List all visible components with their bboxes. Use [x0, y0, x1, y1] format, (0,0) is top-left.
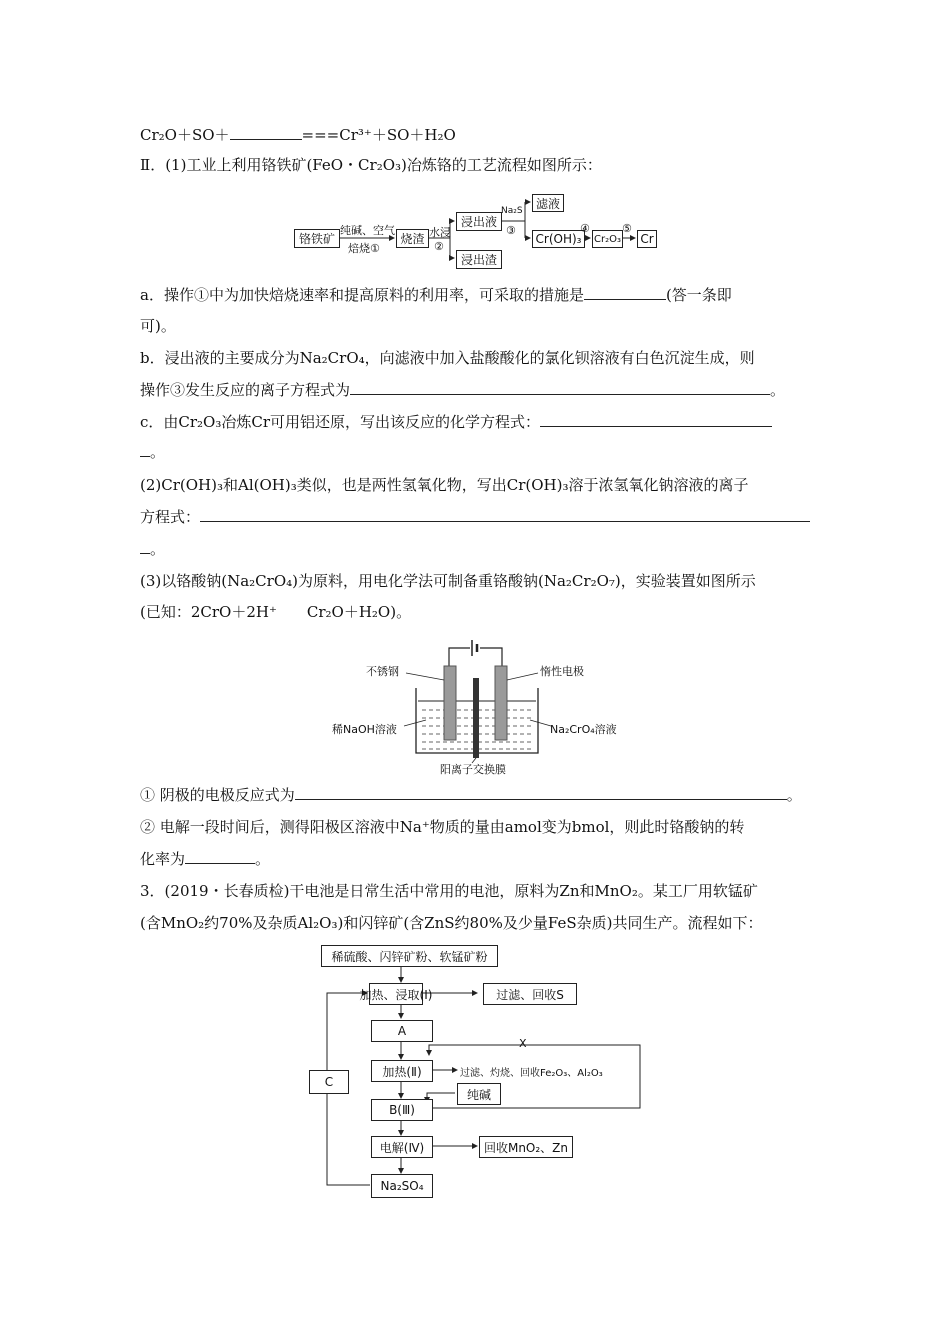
label-recover-fe2o3-al2o3: 过滤、灼烧、回收Fe₂O₃、Al₂O₃ [460, 1068, 603, 1079]
period: 。 [770, 381, 786, 399]
answer-blank-b[interactable] [350, 380, 770, 395]
question-2-line2 [140, 507, 810, 527]
label-step4: ④ [580, 222, 590, 235]
label-stainless-steel: 不锈钢 [366, 665, 399, 678]
question-a-text: a．操作①中为加快焙烧速率和提高原料的利用率，可采取的措施是 [140, 286, 584, 304]
box-heat-ii: 加热(Ⅱ) [371, 1060, 433, 1082]
answer-blank-2[interactable] [200, 507, 810, 522]
label-na2cro4-solution: Na₂CrO₄溶液 [550, 723, 617, 736]
question-b-text: 操作③发生反应的离子方程式为 [140, 381, 351, 399]
electrolysis-cell-diagram [330, 628, 630, 778]
question-c-line2 [140, 442, 165, 462]
section-ii-intro: Ⅱ．(1)工业上利用铬铁矿(FeO・Cr₂O₃)冶炼铬的工艺流程如图所示： [140, 156, 602, 174]
label-cation-membrane: 阳离子交换膜 [440, 763, 506, 776]
label-x: X [519, 1037, 527, 1050]
label-step1-roast: 焙烧① [348, 242, 380, 255]
sub-question-1-text: ① 阴极的电极反应式为 [140, 786, 295, 804]
label-step2-water: 水浸 [429, 226, 451, 239]
equation-right: ===Cr³⁺＋SO＋H₂O [301, 126, 456, 144]
cell-drawing [330, 628, 630, 778]
question-2-line3 [140, 539, 165, 559]
question-2-line1: (2)Cr(OH)₃和Al(OH)₃类似，也是两性氢氧化物，写出Cr(OH)₃溶于浓氢氧化钠溶液的离子 [140, 476, 749, 494]
label-step1-reagents: 纯碱、空气 [340, 224, 395, 237]
equation-left: Cr₂O＋SO＋ [140, 126, 230, 144]
box-chromite-ore: 铬铁矿 [294, 229, 340, 248]
question-a-line2: 可)。 [140, 317, 176, 335]
box-chromium-hydroxide: Cr(OH)₃ [532, 230, 585, 248]
answer-blank-c-cont[interactable] [140, 442, 150, 457]
answer-blank-q2[interactable] [185, 849, 255, 864]
cation-membrane [473, 678, 479, 758]
equation-line [140, 125, 456, 145]
box-filtrate: 滤液 [532, 194, 564, 212]
question-c-text: c．由Cr₂O₃冶炼Cr可用铝还原，写出该反应的化学方程式： [140, 413, 541, 431]
label-step3-number: ③ [506, 224, 516, 237]
question-3b-line2: (含MnO₂约70%及杂质Al₂O₃)和闪锌矿(含ZnS约80%及少量FeS杂质)共同生产。流程如下： [140, 914, 763, 932]
label-step2-number: ② [434, 240, 444, 253]
inert-electrode [495, 666, 507, 740]
period: 。 [255, 850, 271, 868]
question-3b-line1: 3．(2019・长春质检)干电池是日常生活中常用的电池，原料为Zn和MnO₂。某工厂用软锰矿 [140, 882, 758, 900]
box-leach-residue: 浸出渣 [456, 250, 502, 269]
answer-blank-c[interactable] [540, 412, 772, 427]
label-naoh-solution: 稀NaOH溶液 [332, 723, 397, 736]
sub-question-1 [140, 785, 802, 805]
answer-blank-q1[interactable] [295, 785, 787, 800]
chromite-process-flow [290, 188, 670, 273]
box-filter-recover-s: 过滤、回收S [483, 983, 577, 1005]
question-3-line2: (已知：2CrO＋2H⁺ Cr₂O＋H₂O)。 [140, 603, 412, 621]
period: 。 [150, 443, 166, 461]
answer-blank-a[interactable] [584, 285, 666, 300]
box-b-iii: B(Ⅲ) [371, 1099, 433, 1121]
box-heat-leach: 加热、浸取(Ⅰ) [369, 983, 423, 1005]
box-c: C [309, 1070, 349, 1094]
period: 。 [786, 786, 802, 804]
question-2-text: 方程式： [140, 508, 201, 526]
box-recover-mno2-zn: 回收MnO₂、Zn [479, 1136, 573, 1158]
sub-question-2-text: 化率为 [140, 850, 186, 868]
label-step3-reagent: Na₂S [501, 206, 523, 216]
stainless-electrode [444, 666, 456, 740]
label-inert-electrode: 惰性电极 [540, 665, 584, 678]
question-b-line2 [140, 380, 785, 400]
box-leachate: 浸出液 [456, 212, 502, 231]
box-a: A [371, 1020, 433, 1042]
box-chromium: Cr [637, 230, 657, 248]
sub-question-2-line2 [140, 849, 270, 869]
box-chromium-oxide: Cr₂O₃ [592, 230, 623, 248]
battery-material-process-flow [305, 940, 660, 1202]
box-na2so4: Na₂SO₄ [371, 1174, 433, 1198]
question-a-line1 [140, 285, 732, 305]
answer-blank[interactable] [230, 125, 302, 140]
sub-question-2-line1: ② 电解一段时间后，测得阳极区溶液中Na⁺物质的量由amol变为bmol，则此时铬酸钠的转 [140, 818, 745, 836]
box-raw-materials: 稀硫酸、闪锌矿粉、软锰矿粉 [321, 945, 498, 967]
question-c-line1 [140, 412, 772, 432]
question-3-line1: (3)以铬酸钠(Na₂CrO₄)为原料，用电化学法可制备重铬酸钠(Na₂Cr₂O₇)，实验装置如图所示 [140, 572, 756, 590]
period: 。 [150, 540, 166, 558]
question-a-tail: (答一条即 [665, 286, 732, 304]
question-b-line1: b．浸出液的主要成分为Na₂CrO₄，向滤液中加入盐酸酸化的氯化钡溶液有白色沉淀生成，则 [140, 349, 755, 367]
label-step5: ⑤ [622, 222, 632, 235]
box-soda-ash: 纯碱 [457, 1083, 501, 1105]
box-electrolysis-iv: 电解(Ⅳ) [371, 1136, 433, 1158]
box-calcine: 烧渣 [396, 229, 429, 248]
answer-blank-2-cont[interactable] [140, 539, 150, 554]
